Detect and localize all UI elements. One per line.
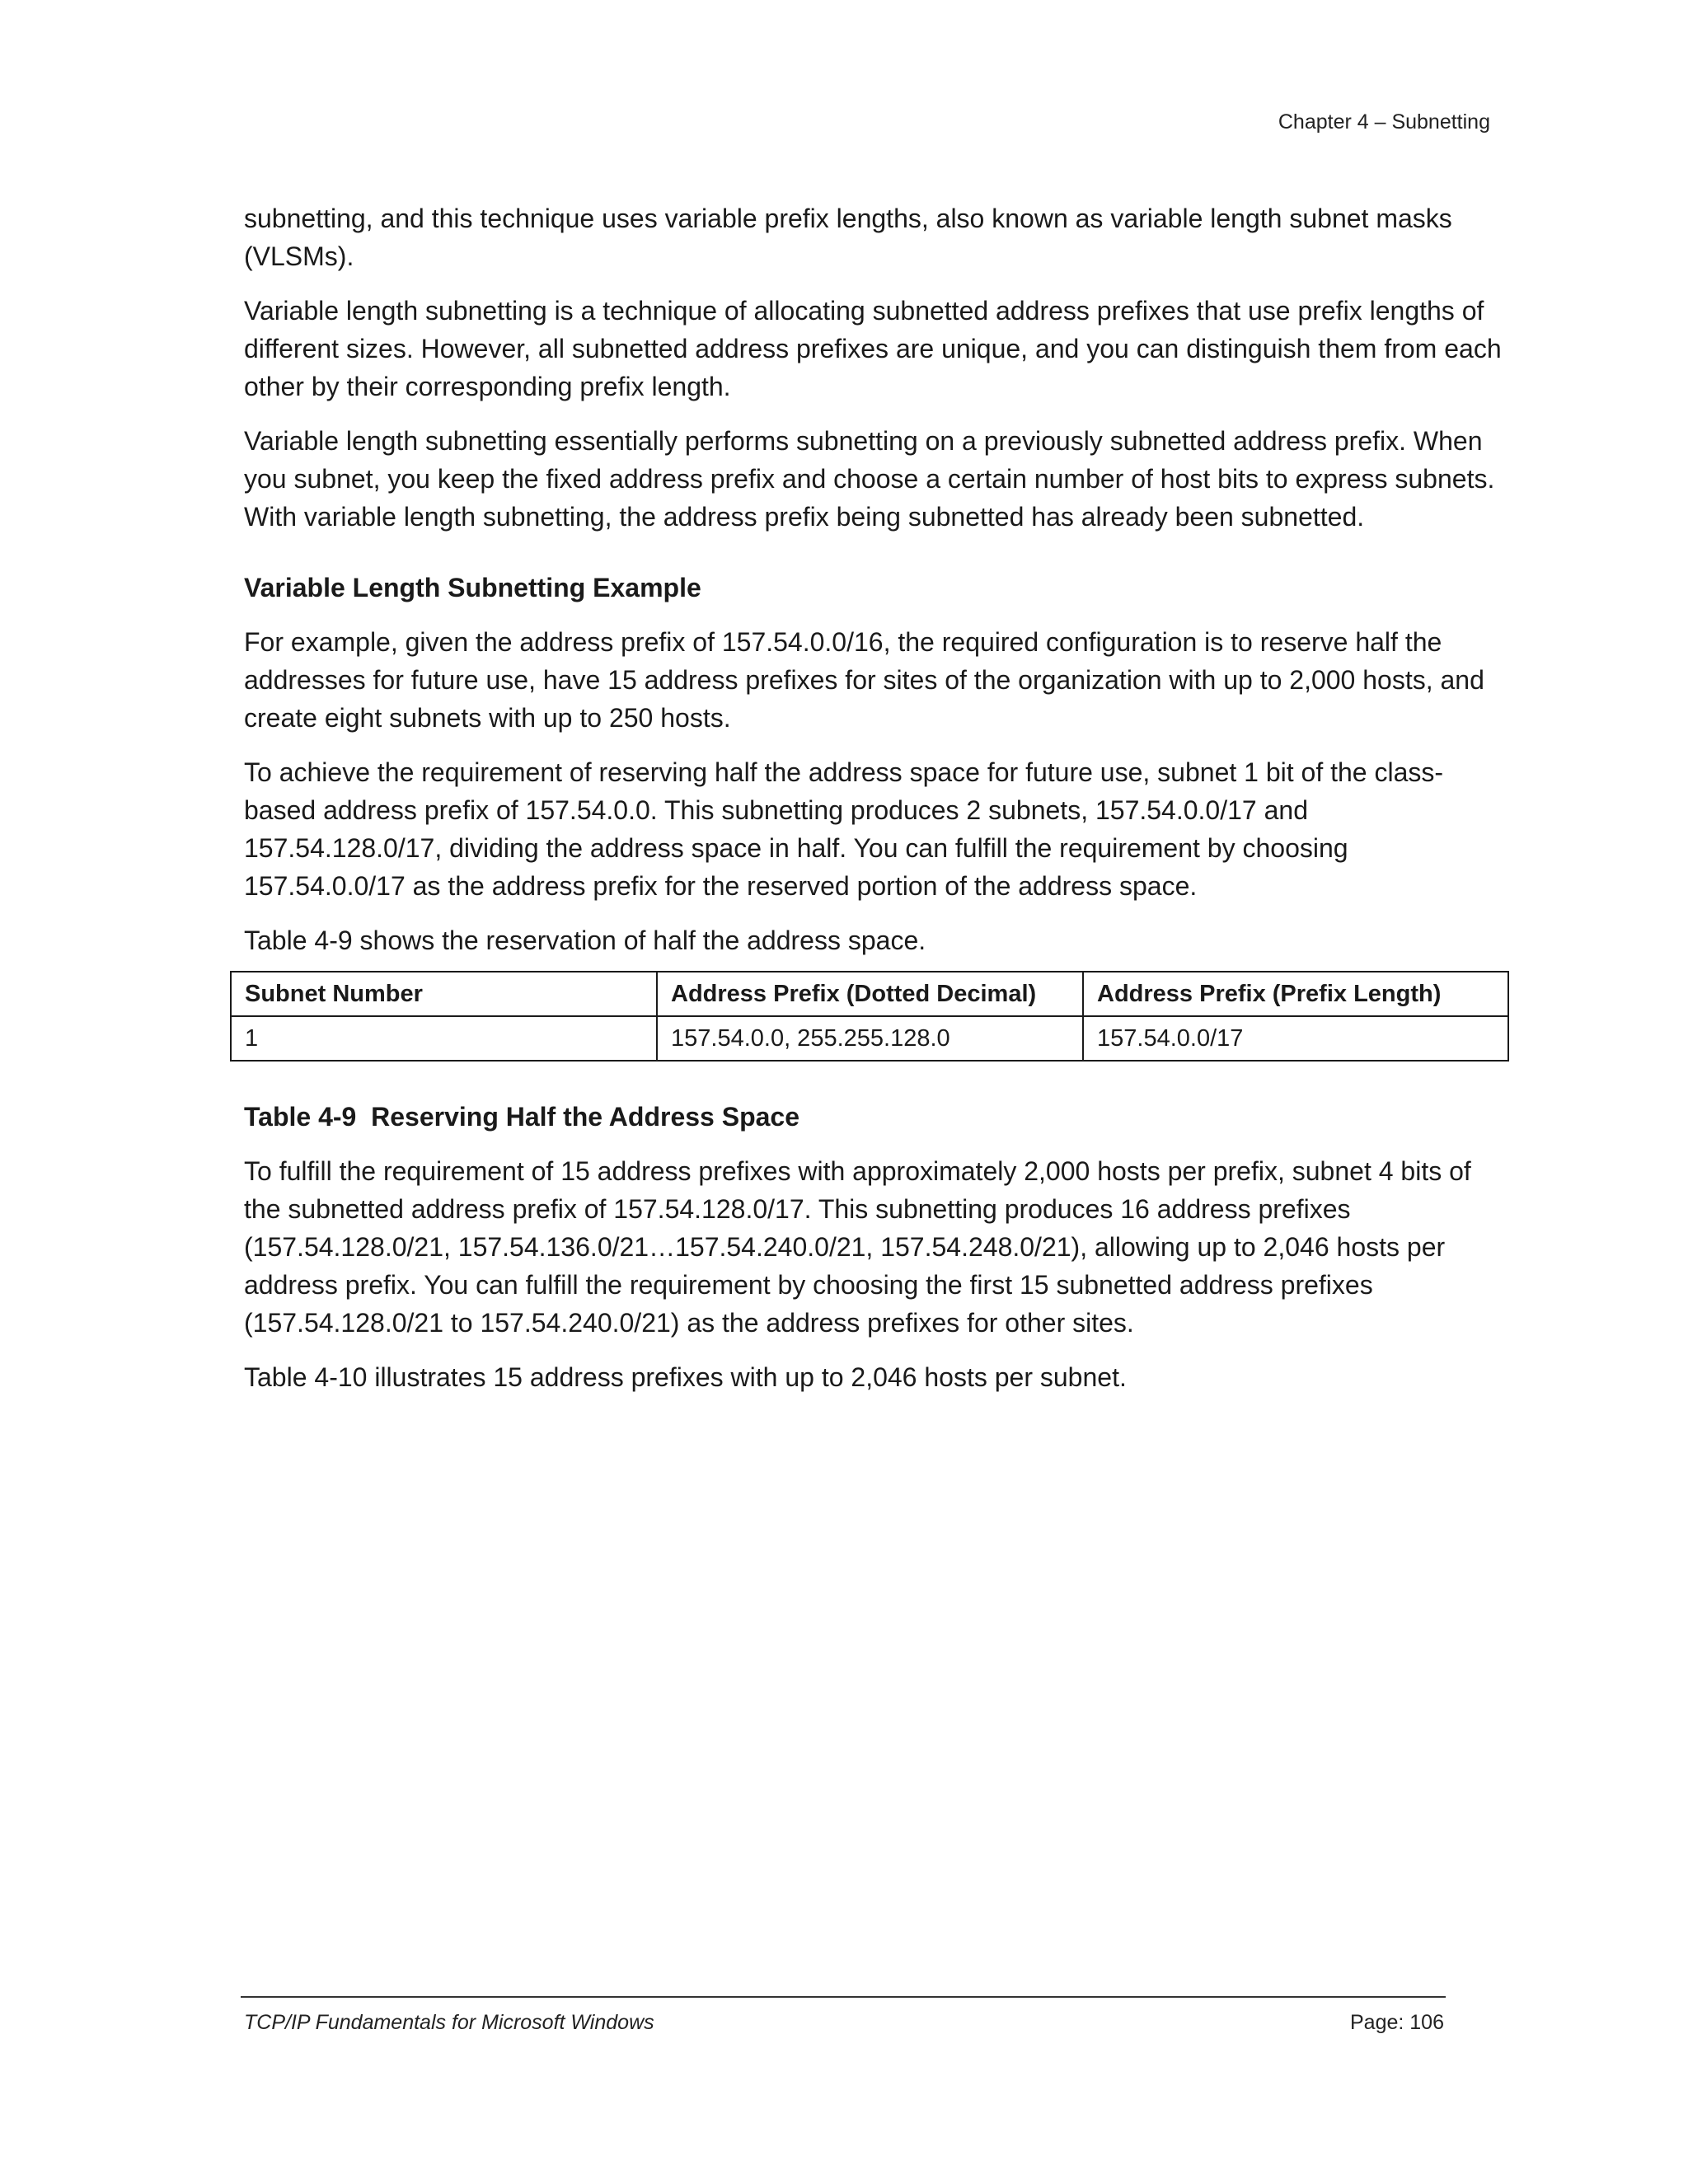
table-cell: 157.54.0.0, 255.255.128.0 bbox=[657, 1016, 1083, 1061]
paragraph: For example, given the address prefix of 157.54.0.0/16, the required configuration is to reserve half the addresses for future use, have 15 address prefixes for sites of the organization with up to 2,000 hosts, and create eight subnets with up to 250 hosts. bbox=[244, 627, 1484, 733]
page-content bbox=[244, 199, 1505, 1413]
table-cell: 1 bbox=[231, 1016, 657, 1061]
paragraph: subnetting, and this technique uses variable prefix lengths, also known as variable length subnet masks (VLSMs). bbox=[244, 204, 1452, 271]
table-caption: Table 4-9 Reserving Half the Address Space bbox=[244, 1102, 800, 1132]
paragraph: Table 4-9 shows the reservation of half the address space. bbox=[244, 926, 926, 955]
paragraph: To achieve the requirement of reserving half the address space for future use, subnet 1 bit of the class-based address prefix of 157.54.0.0. This subnetting produces 2 subnets, 157.54.0.0/17 and 157.54.128.0/17, dividing the address space in half. You can fulfill the requirement by choosing 157.54.0.0/17 as the address prefix for the reserved portion of the address space. bbox=[244, 757, 1444, 901]
footer-page-number: Page: 106 bbox=[1350, 2011, 1444, 2034]
footer-book-title: TCP/IP Fundamentals for Microsoft Windows bbox=[244, 2011, 654, 2034]
table-cell: 157.54.0.0/17 bbox=[1083, 1016, 1508, 1061]
address-table bbox=[230, 971, 1509, 1062]
table-header-cell: Address Prefix (Dotted Decimal) bbox=[657, 972, 1083, 1016]
paragraph: Variable length subnetting essentially performs subnetting on a previously subnetted address prefix. When you subnet, you keep the fixed address prefix and choose a certain number of host bits to express subnets. With variable length subnetting, the address prefix being subnetted has already been subnetted. bbox=[244, 426, 1495, 532]
paragraph: Variable length subnetting is a technique of allocating subnetted address prefixes that use prefix lengths of different sizes. However, all subnetted address prefixes are unique, and you can distinguish them from each other by their corresponding prefix length. bbox=[244, 296, 1502, 401]
paragraph: Table 4-10 illustrates 15 address prefixes with up to 2,046 hosts per subnet. bbox=[244, 1362, 1127, 1392]
table-row bbox=[231, 1016, 1508, 1061]
table-header-cell: Address Prefix (Prefix Length) bbox=[1083, 972, 1508, 1016]
paragraph: To fulfill the requirement of 15 address prefixes with approximately 2,000 hosts per prefix, subnet 4 bits of the subnetted address prefix of 157.54.128.0/17. This subnetting produces 16 address prefixes (157.54.128.0/21, 157.54.136.0/21…157.54.240.0/21, 157.54.248.0/21), allowing up to 2,046 hosts per address prefix. You can fulfill the requirement by choosing the first 15 subnetted address prefixes (157.54.128.0/21 to 157.54.240.0/21) as the address prefixes for other sites. bbox=[244, 1156, 1471, 1338]
footer-rule bbox=[241, 1996, 1446, 1998]
table-header-row bbox=[231, 972, 1508, 1016]
table-header-cell: Subnet Number bbox=[231, 972, 657, 1016]
running-header: Chapter 4 – Subnetting bbox=[1278, 110, 1490, 134]
section-heading: Variable Length Subnetting Example bbox=[244, 573, 701, 602]
